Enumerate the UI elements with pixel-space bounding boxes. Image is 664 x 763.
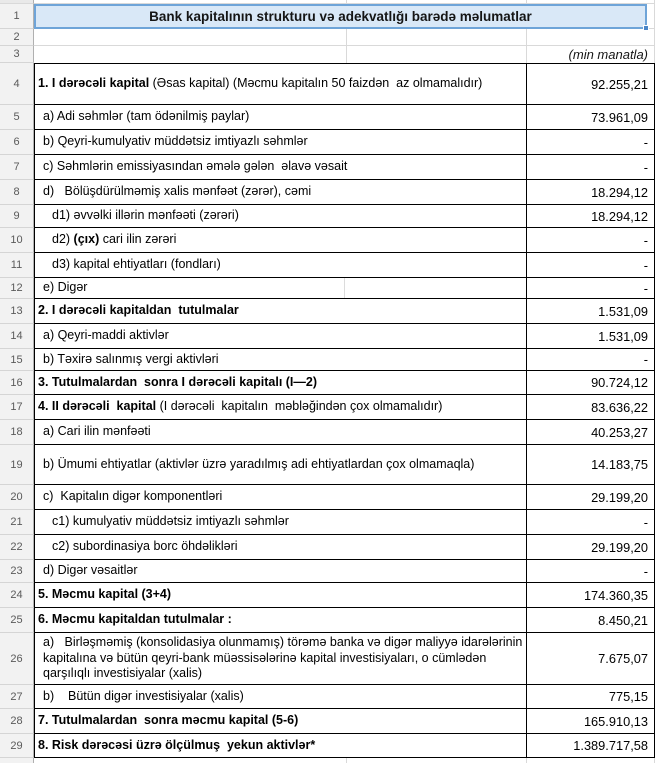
- label-cell[interactable]: [34, 205, 527, 228]
- unit-note: (min manatla): [568, 47, 648, 62]
- bottom-filler: [0, 758, 664, 763]
- row-header[interactable]: 11: [0, 253, 34, 278]
- cell-value: -: [643, 280, 648, 296]
- cell-value: 174.360,35: [583, 587, 648, 603]
- row-label: a) Qeyri-maddi aktivlər: [43, 328, 169, 343]
- table-row: [0, 324, 664, 349]
- table-row: [0, 205, 664, 228]
- value-cell[interactable]: [527, 560, 655, 583]
- value-cell[interactable]: [527, 278, 655, 299]
- label-cell[interactable]: [34, 685, 527, 709]
- label-cell[interactable]: [34, 228, 527, 253]
- label-cell[interactable]: [34, 130, 527, 155]
- row-label: 5. Məcmu kapital (3+4): [38, 587, 172, 602]
- table-row: [0, 485, 664, 510]
- cell-value: -: [643, 563, 648, 579]
- row-header[interactable]: 15: [0, 349, 34, 371]
- row-header[interactable]: 24: [0, 583, 34, 608]
- row-header[interactable]: 28: [0, 709, 34, 734]
- value-cell[interactable]: [527, 633, 655, 685]
- row-label: b) Bütün digər investisiyalar (xalis): [43, 688, 244, 703]
- label-cell[interactable]: [34, 349, 527, 371]
- cell-value: 165.910,13: [583, 713, 648, 729]
- table-body: [0, 63, 664, 758]
- label-cell[interactable]: [34, 299, 527, 324]
- value-cell[interactable]: [527, 395, 655, 420]
- row-header[interactable]: 23: [0, 560, 34, 583]
- label-cell[interactable]: [34, 420, 527, 445]
- label-cell[interactable]: [34, 485, 527, 510]
- label-cell[interactable]: [34, 395, 527, 420]
- table-row: [0, 155, 664, 180]
- table-row: [0, 63, 664, 105]
- table-row: [0, 608, 664, 633]
- row-label: a) Birləşməmiş (konsolidasiya olunmamış) törəmə banka və digər maliyyə idarələrinin kapitalına və bütün qeyri-bank müəssisələrinə kapital investisiyaları, o cümlədən qarşılıqlı investisiyalar (xalis): [43, 635, 526, 681]
- table-row: [0, 130, 664, 155]
- value-cell[interactable]: [527, 324, 655, 349]
- table-row: [0, 633, 664, 685]
- row-header[interactable]: 9: [0, 205, 34, 228]
- value-cell[interactable]: [527, 63, 655, 105]
- row-header[interactable]: 6: [0, 130, 34, 155]
- table-row: [0, 299, 664, 324]
- row-label: d) Digər vəsaitlər: [43, 563, 138, 578]
- gridline-segment: [344, 278, 345, 298]
- empty-cell[interactable]: [34, 46, 347, 63]
- cell-value: -: [643, 514, 648, 530]
- cell-value: -: [643, 232, 648, 248]
- empty-row: [0, 29, 664, 46]
- cell-value: 775,15: [608, 689, 648, 704]
- label-cell[interactable]: [34, 155, 527, 180]
- label-cell[interactable]: [34, 709, 527, 734]
- table-row: [0, 180, 664, 205]
- cell-value: 90.724,12: [591, 375, 648, 390]
- page-title: Bank kapitalının strukturu və adekvatlığı barədə məlumatlar: [149, 9, 532, 24]
- value-cell[interactable]: [527, 709, 655, 734]
- cell-value: 18.294,12: [591, 184, 648, 200]
- row-header[interactable]: 5: [0, 105, 34, 130]
- value-cell[interactable]: [527, 155, 655, 180]
- row-label: b) Ümumi ehtiyatlar (aktivlər üzrə yaradılmış adi ehtiyatlardan çox olmamaqla): [43, 456, 475, 471]
- label-cell[interactable]: [34, 608, 527, 633]
- row-label: 8. Risk dərəcəsi üzrə ölçülmuş yekun aktivlər*: [38, 737, 316, 752]
- table-row: [0, 734, 664, 758]
- table-row: [0, 420, 664, 445]
- cell-value: 7.675,07: [598, 651, 648, 666]
- value-cell[interactable]: [527, 608, 655, 633]
- table-row: [0, 535, 664, 560]
- table-row: [0, 445, 664, 485]
- row-header[interactable]: 10: [0, 228, 34, 253]
- cell-value: -: [643, 352, 648, 367]
- row-header[interactable]: 4: [0, 63, 34, 105]
- table-row: [0, 560, 664, 583]
- label-cell[interactable]: [34, 180, 527, 205]
- value-cell[interactable]: [527, 685, 655, 709]
- row-label: c) Səhmlərin emissiyasından əmələ gələn əlavə vəsait: [43, 159, 348, 174]
- table-row: [0, 278, 664, 299]
- table-row: [0, 105, 664, 130]
- cell-value: 8.450,21: [598, 612, 648, 628]
- value-cell[interactable]: [527, 535, 655, 560]
- row-header[interactable]: 22: [0, 535, 34, 560]
- value-cell[interactable]: [527, 510, 655, 535]
- cell-value: 40.253,27: [591, 424, 648, 440]
- cell-value: 92.255,21: [591, 76, 648, 92]
- value-cell[interactable]: [527, 180, 655, 205]
- empty-cell[interactable]: [34, 29, 347, 46]
- label-cell[interactable]: [34, 371, 527, 395]
- row-header[interactable]: 7: [0, 155, 34, 180]
- row-header[interactable]: 1: [0, 4, 34, 29]
- row-label: a) Cari ilin mənfəəti: [43, 424, 151, 439]
- value-cell[interactable]: [527, 734, 655, 758]
- table-row: [0, 395, 664, 420]
- row-header[interactable]: 3: [0, 46, 34, 63]
- cell-value: 1.531,09: [598, 303, 648, 319]
- row-header[interactable]: 26: [0, 633, 34, 685]
- cell-value: 1.531,09: [598, 328, 648, 344]
- row-header[interactable]: 12: [0, 278, 34, 299]
- unit-note-row: [0, 46, 664, 63]
- row-header[interactable]: 17: [0, 395, 34, 420]
- empty-cell[interactable]: [527, 29, 655, 46]
- row-label: b) Təxirə salınmış vergi aktivləri: [43, 351, 219, 366]
- row-label: 2. I dərəcəli kapitaldan tutulmalar: [38, 303, 239, 318]
- row-label: d2) (çıx) cari ilin zərəri: [52, 232, 177, 247]
- title-cell[interactable]: [34, 4, 647, 29]
- row-label: c1) kumulyativ müddətsiz imtiyazlı səhmlər: [52, 514, 289, 529]
- unit-note-cell[interactable]: [527, 46, 655, 63]
- row-header[interactable]: 19: [0, 445, 34, 485]
- row-header[interactable]: 16: [0, 371, 34, 395]
- row-label: d1) əvvəlki illərin mənfəəti (zərəri): [52, 208, 239, 223]
- cell-value: 18.294,12: [591, 208, 648, 224]
- label-cell[interactable]: [34, 278, 527, 299]
- value-cell[interactable]: [527, 205, 655, 228]
- table-row: [0, 349, 664, 371]
- row-header[interactable]: 18: [0, 420, 34, 445]
- row-header[interactable]: 21: [0, 510, 34, 535]
- row-header[interactable]: 20: [0, 485, 34, 510]
- cell-value: 1.389.717,58: [573, 738, 648, 753]
- row-label: b) Qeyri-kumulyativ müddətsiz imtiyazlı səhmlər: [43, 134, 308, 149]
- label-cell[interactable]: [34, 63, 527, 105]
- label-cell[interactable]: [34, 445, 527, 485]
- label-cell[interactable]: [34, 633, 527, 685]
- label-cell[interactable]: [34, 535, 527, 560]
- value-cell[interactable]: [527, 371, 655, 395]
- row-label: 4. II dərəcəli kapital (I dərəcəli kapitalın məbləğindən çox olmamalıdır): [38, 399, 443, 414]
- cell-value: 73.961,09: [591, 109, 648, 125]
- row-label: 6. Məcmu kapitaldan tutulmalar :: [38, 612, 232, 627]
- value-cell[interactable]: [527, 105, 655, 130]
- row-label: c2) subordinasiya borc öhdəlikləri: [52, 539, 238, 554]
- cell-value: -: [643, 159, 648, 175]
- row-label: 7. Tutulmalardan sonra məcmu kapital (5-6): [38, 713, 299, 728]
- row-header[interactable]: 25: [0, 608, 34, 633]
- table-row: [0, 253, 664, 278]
- table-row: [0, 228, 664, 253]
- empty-cell[interactable]: [347, 29, 527, 46]
- label-cell[interactable]: [34, 105, 527, 130]
- row-label: a) Adi səhmlər (tam ödənilmiş paylar): [43, 109, 250, 124]
- cell-value: 14.183,75: [591, 457, 648, 472]
- label-cell[interactable]: [34, 583, 527, 608]
- row-label: d) Bölüşdürülməmiş xalis mənfəət (zərər), cəmi: [43, 184, 312, 199]
- value-cell[interactable]: [527, 130, 655, 155]
- row-header[interactable]: 8: [0, 180, 34, 205]
- value-cell[interactable]: [527, 349, 655, 371]
- label-cell[interactable]: [34, 734, 527, 758]
- row-label: e) Digər: [43, 280, 88, 295]
- title-row: [0, 4, 664, 29]
- selection-fill-handle[interactable]: [643, 25, 649, 31]
- row-header[interactable]: 29: [0, 734, 34, 758]
- row-label: d3) kapital ehtiyatları (fondları): [52, 257, 221, 272]
- cell-value: 29.199,20: [591, 489, 648, 505]
- row-header[interactable]: 2: [0, 29, 34, 46]
- value-cell[interactable]: [527, 420, 655, 445]
- value-cell[interactable]: [527, 445, 655, 485]
- cell-value: 29.199,20: [591, 539, 648, 555]
- label-cell[interactable]: [34, 324, 527, 349]
- row-header[interactable]: 27: [0, 685, 34, 709]
- row-label: 3. Tutulmalardan sonra I dərəcəli kapitalı (I—2): [38, 374, 318, 389]
- cell-value: -: [643, 257, 648, 273]
- value-cell[interactable]: [527, 485, 655, 510]
- row-header[interactable]: 13: [0, 299, 34, 324]
- empty-cell[interactable]: [347, 46, 527, 63]
- row-label: 1. I dərəcəli kapital (Əsas kapital) (Məcmu kapitalın 50 faizdən az olmamalıdır): [38, 76, 483, 91]
- value-cell[interactable]: [527, 583, 655, 608]
- table-row: [0, 510, 664, 535]
- table-row: [0, 709, 664, 734]
- table-row: [0, 371, 664, 395]
- row-header[interactable]: 14: [0, 324, 34, 349]
- label-cell[interactable]: [34, 510, 527, 535]
- table-row: [0, 685, 664, 709]
- value-cell[interactable]: [527, 253, 655, 278]
- value-cell[interactable]: [527, 299, 655, 324]
- label-cell[interactable]: [34, 253, 527, 278]
- cell-value: 83.636,22: [591, 399, 648, 415]
- value-cell[interactable]: [527, 228, 655, 253]
- label-cell[interactable]: [34, 560, 527, 583]
- cell-value: -: [643, 134, 648, 150]
- table-row: [0, 583, 664, 608]
- row-label: c) Kapitalın digər komponentləri: [43, 489, 223, 504]
